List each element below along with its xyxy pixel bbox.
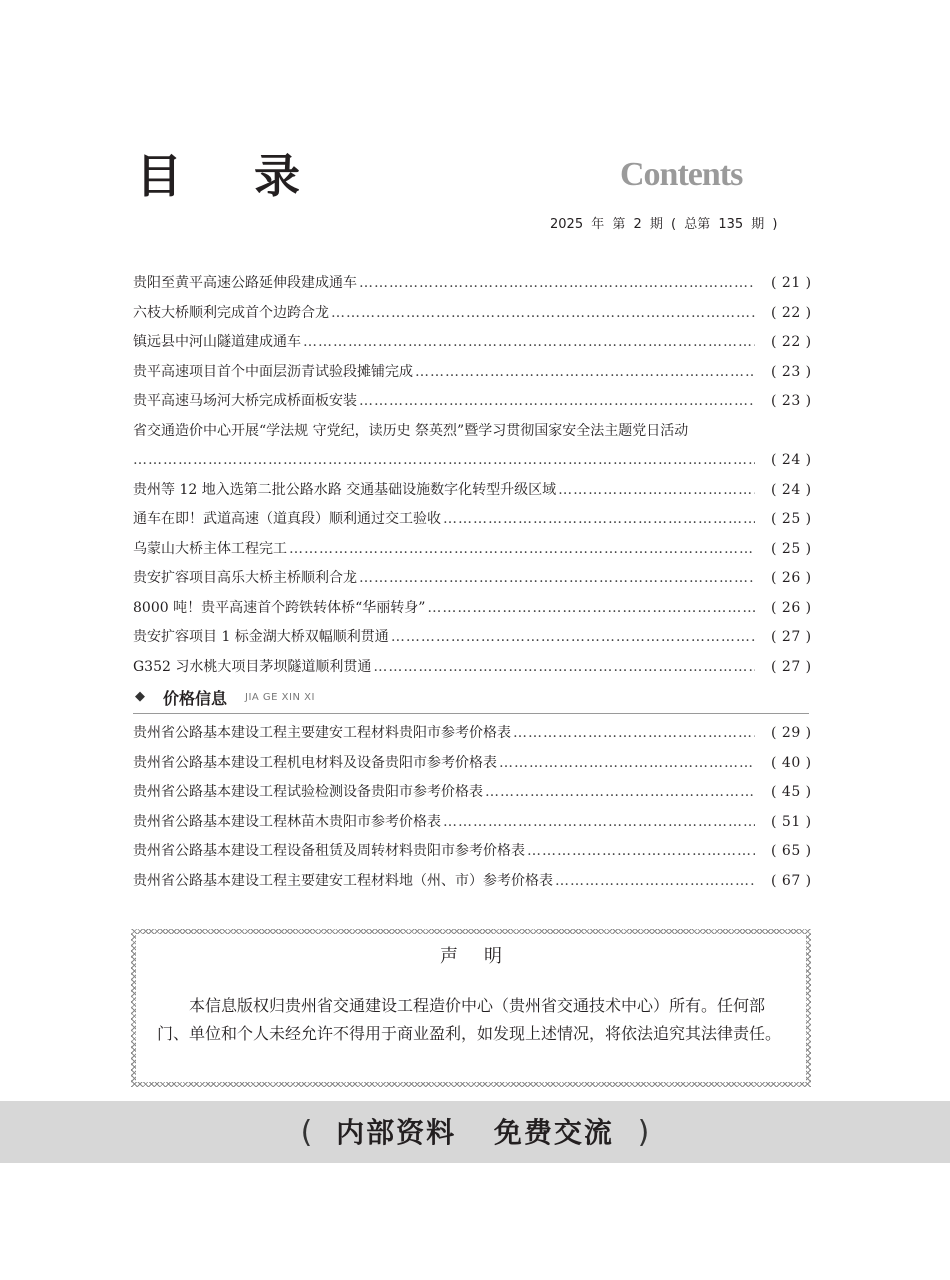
toc-entry-page: ( 45 )	[771, 784, 812, 800]
toc-entry[interactable]	[133, 653, 812, 683]
toc-entry-page: ( 25 )	[771, 511, 812, 527]
toc-entry[interactable]	[133, 623, 812, 653]
toc-entry[interactable]	[133, 837, 812, 867]
toc-entry-page: ( 25 )	[771, 540, 812, 557]
toc-leader	[303, 328, 755, 358]
toc-entry-title: 贵州等 12 地入选第二批公路水路 交通基础设施数字化转型升级区域	[133, 481, 557, 498]
toc-entry-title: 贵平高速项目首个中面层沥青试验段摊铺完成	[133, 363, 413, 380]
toc-leader	[499, 749, 755, 779]
toc-entry[interactable]	[133, 749, 812, 779]
toc-entry-page: ( 67 )	[771, 872, 812, 889]
toc-entry-title: 乌蒙山大桥主体工程完工	[133, 540, 287, 557]
toc-entry[interactable]	[133, 299, 812, 329]
banner-text	[0, 1111, 950, 1151]
toc-entry-page: ( 27 )	[771, 629, 812, 645]
section-title: 价格信息	[163, 689, 228, 708]
toc-entry-title: 贵平高速马场河大桥完成桥面板安装	[133, 393, 357, 409]
toc-entry-title: 镇远县中河山隧道建成通车	[133, 334, 301, 350]
toc-entry-title: 贵阳至黄平高速公路延伸段建成通车	[133, 275, 357, 291]
section-subtitle: JIA GE XIN XI	[245, 692, 315, 703]
toc-entry-title: 贵州省公路基本建设工程试验检测设备贵阳市参考价格表	[133, 784, 483, 800]
toc-entry-title: 8000 吨！贵平高速首个跨铁转体桥“华丽转身”	[133, 599, 426, 616]
toc-leader	[555, 867, 755, 897]
toc-leader	[427, 594, 755, 624]
toc-entry-title: 贵州省公路基本建设工程主要建安工程材料地（州、市）参考价格表	[133, 872, 553, 889]
toc-entry-title: 省交通造价中心开展“学法规 守党纪，读历史 祭英烈”暨学习贯彻国家安全法主题党日活动	[133, 422, 689, 439]
footer-banner	[0, 1101, 950, 1163]
toc-leader	[415, 358, 755, 388]
toc-entry[interactable]	[133, 564, 812, 594]
toc-entry-wrap-page[interactable]	[133, 446, 812, 476]
toc-entry-page: ( 51 )	[771, 813, 812, 830]
toc-price-list	[133, 719, 812, 896]
toc-leader	[133, 446, 755, 476]
banner-right-text: 免费交流	[493, 1116, 614, 1149]
page-title-english: Contents	[620, 156, 743, 193]
toc-leader	[391, 623, 755, 653]
toc-entry-title: G352 习水桃大项目茅坝隧道顺利贯通	[133, 658, 372, 675]
toc-entry-wrap-title[interactable]	[133, 417, 809, 447]
toc-entry-page: ( 23 )	[771, 393, 812, 409]
toc-leader	[359, 387, 755, 417]
toc-leader	[513, 719, 755, 749]
toc-entry-page: ( 26 )	[771, 570, 812, 586]
toc-entry[interactable]	[133, 719, 812, 749]
toc-entry-title: 贵州省公路基本建设工程主要建安工程材料贵阳市参考价格表	[133, 725, 511, 741]
issue-info: 2025 年 第 2 期 ( 总第 135 期 )	[550, 217, 778, 232]
toc-entry[interactable]	[133, 594, 812, 624]
section-header-price-info	[133, 685, 809, 714]
notice-content	[136, 934, 806, 1082]
toc-entry[interactable]	[133, 778, 812, 808]
copyright-notice-box	[131, 929, 811, 1087]
toc-entry-page: ( 29 )	[771, 725, 812, 741]
toc-entry-page: ( 22 )	[771, 304, 812, 321]
toc-entry-page: ( 26 )	[771, 599, 812, 616]
toc-entry[interactable]	[133, 808, 812, 838]
toc-leader	[331, 299, 755, 329]
toc-leader	[359, 564, 755, 594]
toc-entry[interactable]	[133, 476, 812, 506]
toc-entry-page: ( 22 )	[771, 334, 812, 350]
toc-entry-page: ( 24 )	[771, 452, 812, 468]
toc-entry-page: ( 21 )	[771, 275, 812, 291]
toc-leader	[558, 476, 755, 506]
banner-open-paren: (	[300, 1115, 313, 1150]
toc-entry-page: ( 23 )	[771, 363, 812, 380]
toc-entry[interactable]	[133, 269, 812, 299]
toc-leader	[443, 808, 755, 838]
toc-entry[interactable]	[133, 358, 812, 388]
toc-entry-page: ( 40 )	[771, 754, 812, 771]
toc-entry-page: ( 65 )	[771, 843, 812, 859]
page-title: 目 录	[136, 149, 329, 203]
banner-left-text: 内部资料	[336, 1116, 457, 1149]
toc-entry[interactable]	[133, 535, 812, 565]
toc-entry-title: 六枝大桥顺利完成首个边跨合龙	[133, 304, 329, 321]
toc-entry-title: 贵安扩容项目高乐大桥主桥顺利合龙	[133, 570, 357, 586]
toc-entry-page: ( 24 )	[771, 481, 812, 498]
notice-title: 声明	[440, 946, 528, 967]
notice-body: 本信息版权归贵州省交通建设工程造价中心（贵州省交通技术中心）所有。任何部门、单位和个人未经允许不得用于商业盈利，如发现上述情况，将依法追究其法律责任。	[157, 996, 782, 1043]
toc-entry[interactable]	[133, 867, 812, 897]
toc-entry-title: 贵州省公路基本建设工程机电材料及设备贵阳市参考价格表	[133, 754, 497, 771]
toc-entry-title: 通车在即！武道高速（道真段）顺利通过交工验收	[133, 511, 441, 527]
banner-close-paren: )	[637, 1115, 650, 1150]
toc-entry-title: 贵州省公路基本建设工程设备租赁及周转材料贵阳市参考价格表	[133, 843, 525, 859]
toc-entry[interactable]	[133, 387, 812, 417]
toc-leader	[289, 535, 755, 565]
toc-entry-page: ( 27 )	[771, 658, 812, 675]
toc-entry-title: 贵安扩容项目 1 标金湖大桥双幅顺利贯通	[133, 629, 389, 645]
diamond-bullet-icon: ◆	[135, 689, 145, 704]
toc-leader	[527, 837, 755, 867]
toc-leader	[373, 653, 755, 683]
toc-entry-title: 贵州省公路基本建设工程林苗木贵阳市参考价格表	[133, 813, 441, 830]
toc-entry[interactable]	[133, 328, 812, 358]
toc-entry[interactable]	[133, 505, 812, 535]
toc-leader	[443, 505, 755, 535]
toc-leader	[359, 269, 755, 299]
toc-leader	[485, 778, 755, 808]
toc-news-list	[133, 269, 812, 682]
